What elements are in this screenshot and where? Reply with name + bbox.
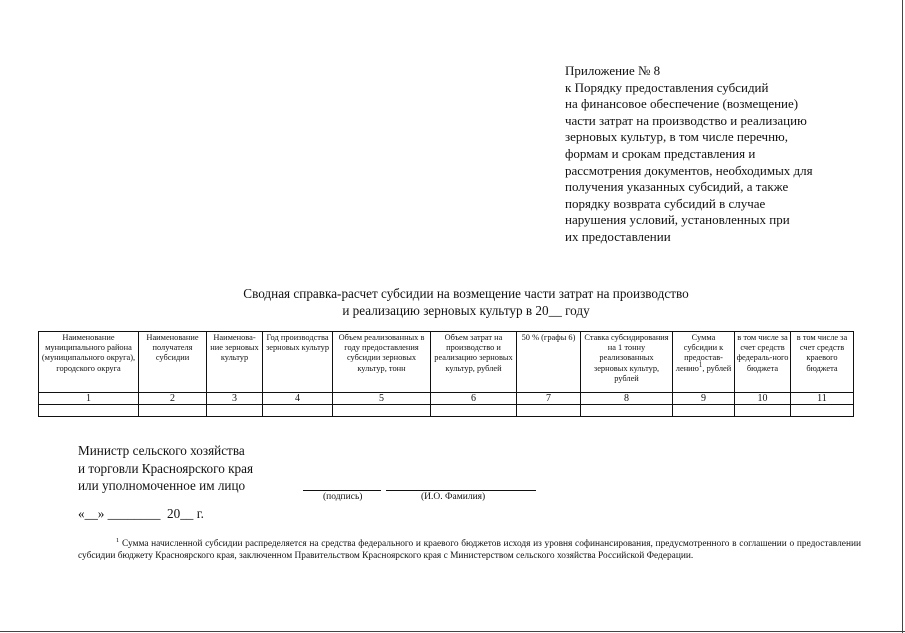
header-sold-volume: Объем реализованных в году предоставления субсидии зерновых культур, тонн: [333, 332, 431, 393]
table-cell: [139, 405, 207, 417]
appendix-line: на финансовое обеспечение (возмещение): [565, 96, 799, 112]
appendix-line: части затрат на производство и реализацию: [565, 112, 807, 128]
header-federal: в том числе за счет средств федераль-ного бюджета: [735, 332, 791, 393]
table-cell: [39, 405, 139, 417]
header-subsidy-amount-text: Сумма субсидии к предостав-лению: [675, 333, 724, 373]
table-empty-row: [39, 405, 854, 417]
table-cell: [581, 405, 673, 417]
table-cell: [431, 405, 517, 417]
footnote-number: 1: [116, 536, 120, 544]
name-line: [386, 490, 536, 491]
page-edge-bottom: [0, 631, 905, 632]
header-district: Наименование муниципального района (муниципального округа), городского округа: [39, 332, 139, 393]
signer-line: или уполномоченное им лицо: [78, 478, 246, 493]
table-cell: [333, 405, 431, 417]
signer-line: и торговли Красноярского края: [78, 460, 254, 476]
name-label: (И.О. Фамилия): [421, 492, 486, 502]
appendix-line: к Порядку предоставления субсидий: [565, 79, 769, 95]
signature-line: [303, 490, 381, 491]
table-header-row: [39, 332, 854, 393]
appendix-line: получения указанных субсидий, а также: [565, 179, 789, 195]
table-cell: [207, 405, 263, 417]
col-number: 1: [39, 393, 139, 405]
appendix-line: зерновых культур, в том числе перечню,: [565, 129, 789, 145]
col-number: 3: [207, 393, 263, 405]
document-title: [140, 286, 792, 319]
table-cell: [735, 405, 791, 417]
header-rate: Ставка субсидирования на 1 тонну реализованных зерновых культур, рублей: [581, 332, 673, 393]
header-costs: Объем затрат на производство и реализацию зерновых культур, рублей: [431, 332, 517, 393]
col-number: 6: [431, 393, 517, 405]
signer-block: [78, 442, 253, 495]
header-production-year: Год производства зерновых культур: [263, 332, 333, 393]
table-cell: [673, 405, 735, 417]
table-cell: [263, 405, 333, 417]
col-number: 10: [735, 393, 791, 405]
col-number: 4: [263, 393, 333, 405]
table-cell: [517, 405, 581, 417]
footnote: [78, 538, 861, 562]
subsidy-table: [38, 331, 854, 417]
date-quote-close: »: [97, 506, 105, 521]
date-quote-open: «: [78, 506, 85, 521]
date-year: 20__: [167, 506, 194, 521]
document-title-line1: Сводная справка-расчет субсидии на возмещение части затрат на производство: [243, 286, 689, 301]
appendix-line: формам и срокам представления и: [565, 145, 756, 161]
appendix-line: порядку возврата субсидий в случае: [565, 195, 766, 211]
date-suffix: г.: [196, 506, 204, 521]
document-title-line2: и реализацию зерновых культур в 20__ году: [342, 302, 590, 318]
col-number: 8: [581, 393, 673, 405]
table-numbers-row: [39, 393, 854, 405]
table-cell: [791, 405, 854, 417]
footnote-mark: 1: [698, 360, 703, 369]
col-number: 5: [333, 393, 431, 405]
footnote-text: Сумма начисленной субсидии распределяется на средства федерального и краевого бюджетов исходя из уровня софинансирования, предусмотренного в соглашении о предоставлении субсидии бюджету Красноярского края, заключенном Правительством Красноярского края с Министерством сельского хозяйства Российской Федерации.: [78, 539, 861, 561]
appendix-block: [565, 63, 813, 246]
header-crops: Наименова-ние зерновых культур: [207, 332, 263, 393]
appendix-line: рассмотрения документов, необходимых для: [565, 162, 813, 178]
signature-label: (подпись): [323, 492, 363, 502]
appendix-line: нарушения условий, установленных при: [565, 212, 790, 228]
header-subsidy-amount-unit: , рублей: [702, 363, 732, 373]
header-recipient: Наименование получателя субсидии: [139, 332, 207, 393]
date-day-blank: __: [84, 506, 98, 521]
col-number: 7: [517, 393, 581, 405]
date-line: [78, 506, 204, 522]
page-edge-right: [902, 0, 903, 633]
appendix-line: их предоставлении: [565, 228, 671, 244]
date-month-blank: ________: [107, 506, 161, 521]
header-regional: в том числе за счет средств краевого бюджета: [791, 332, 854, 393]
header-subsidy-amount: [673, 332, 735, 393]
header-half-costs: 50 % (графы 6): [517, 332, 581, 393]
col-number: 9: [673, 393, 735, 405]
col-number: 11: [791, 393, 854, 405]
appendix-title: Приложение № 8: [565, 63, 661, 78]
col-number: 2: [139, 393, 207, 405]
signer-line: Министр сельского хозяйства: [78, 443, 245, 458]
